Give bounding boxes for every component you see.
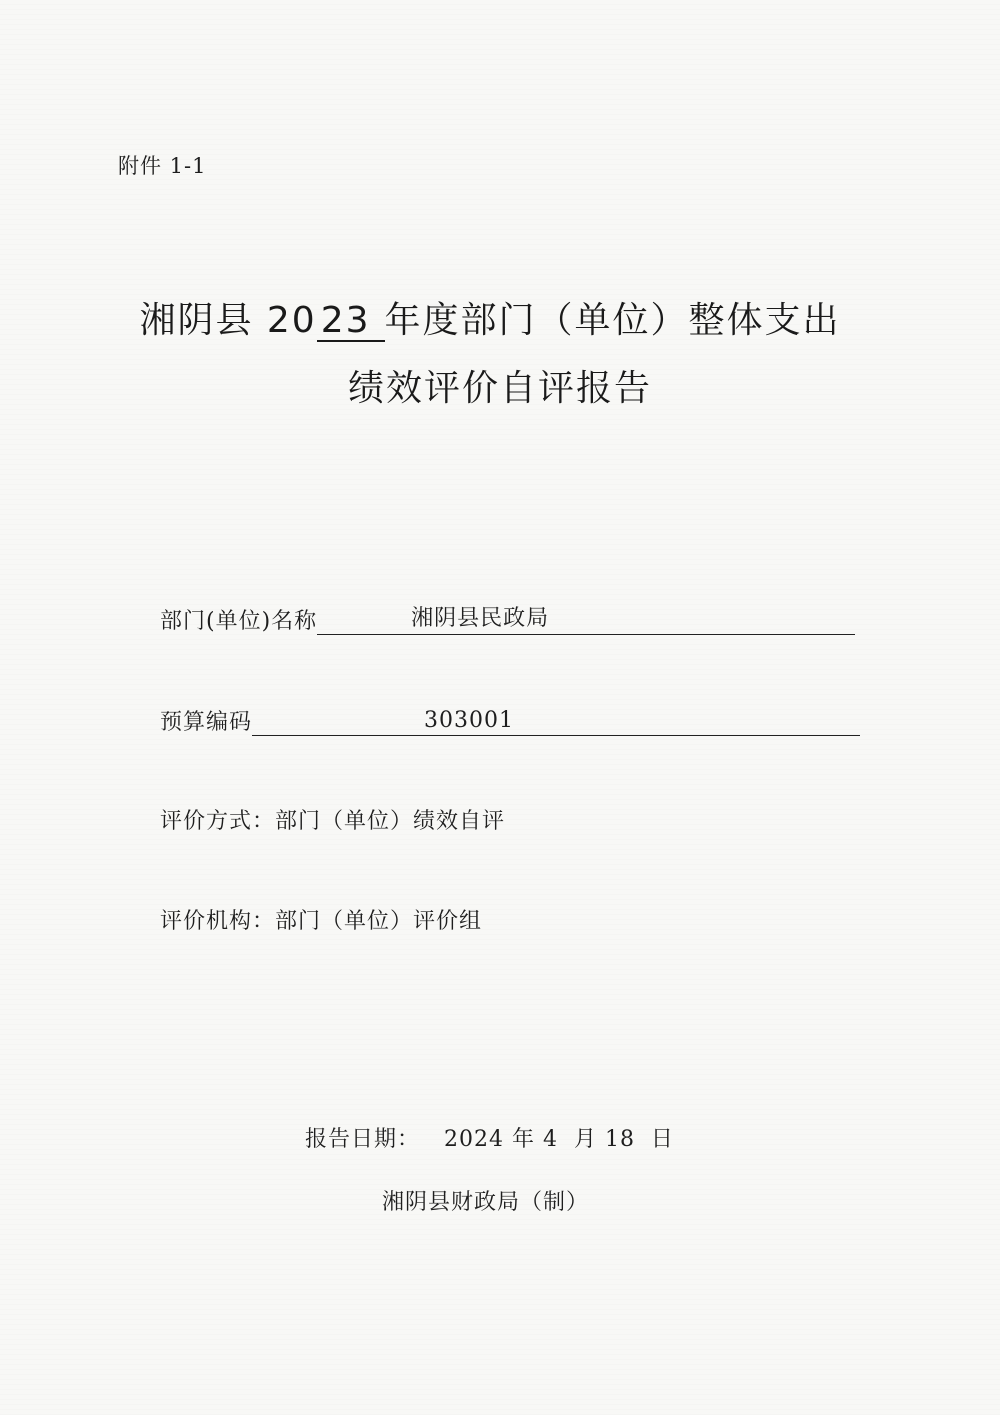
dept-name-value: 湘阴县民政局 (411, 606, 550, 631)
title-suffix: 年度部门（单位）整体支出 (384, 300, 841, 341)
dept-name-blank (317, 606, 855, 635)
report-title-line1 (0, 292, 990, 343)
report-date-value: 2024 年 4 月 18 日 (444, 1127, 674, 1152)
budget-code-value: 303001 (424, 708, 514, 733)
budget-code-blank (252, 707, 860, 736)
report-date (305, 1122, 674, 1153)
issuer: 湘阴县财政局（制） (382, 1190, 590, 1215)
report-date-label: 报告日期： (305, 1127, 421, 1152)
budget-code-label: 预算编码 (160, 710, 253, 735)
title-year: 23 (317, 302, 385, 342)
evaluation-method: 评价方式：部门（单位）绩效自评 (160, 809, 506, 834)
budget-code-field (160, 705, 860, 736)
title-prefix: 湘阴县 20 (139, 300, 317, 341)
attachment-label: 附件 1-1 (118, 154, 207, 178)
dept-name-field (160, 604, 855, 635)
evaluation-agency: 评价机构：部门（单位）评价组 (160, 909, 483, 934)
dept-name-label: 部门(单位)名称 (160, 609, 318, 634)
report-title-line2: 绩效评价自评报告 (347, 368, 652, 409)
